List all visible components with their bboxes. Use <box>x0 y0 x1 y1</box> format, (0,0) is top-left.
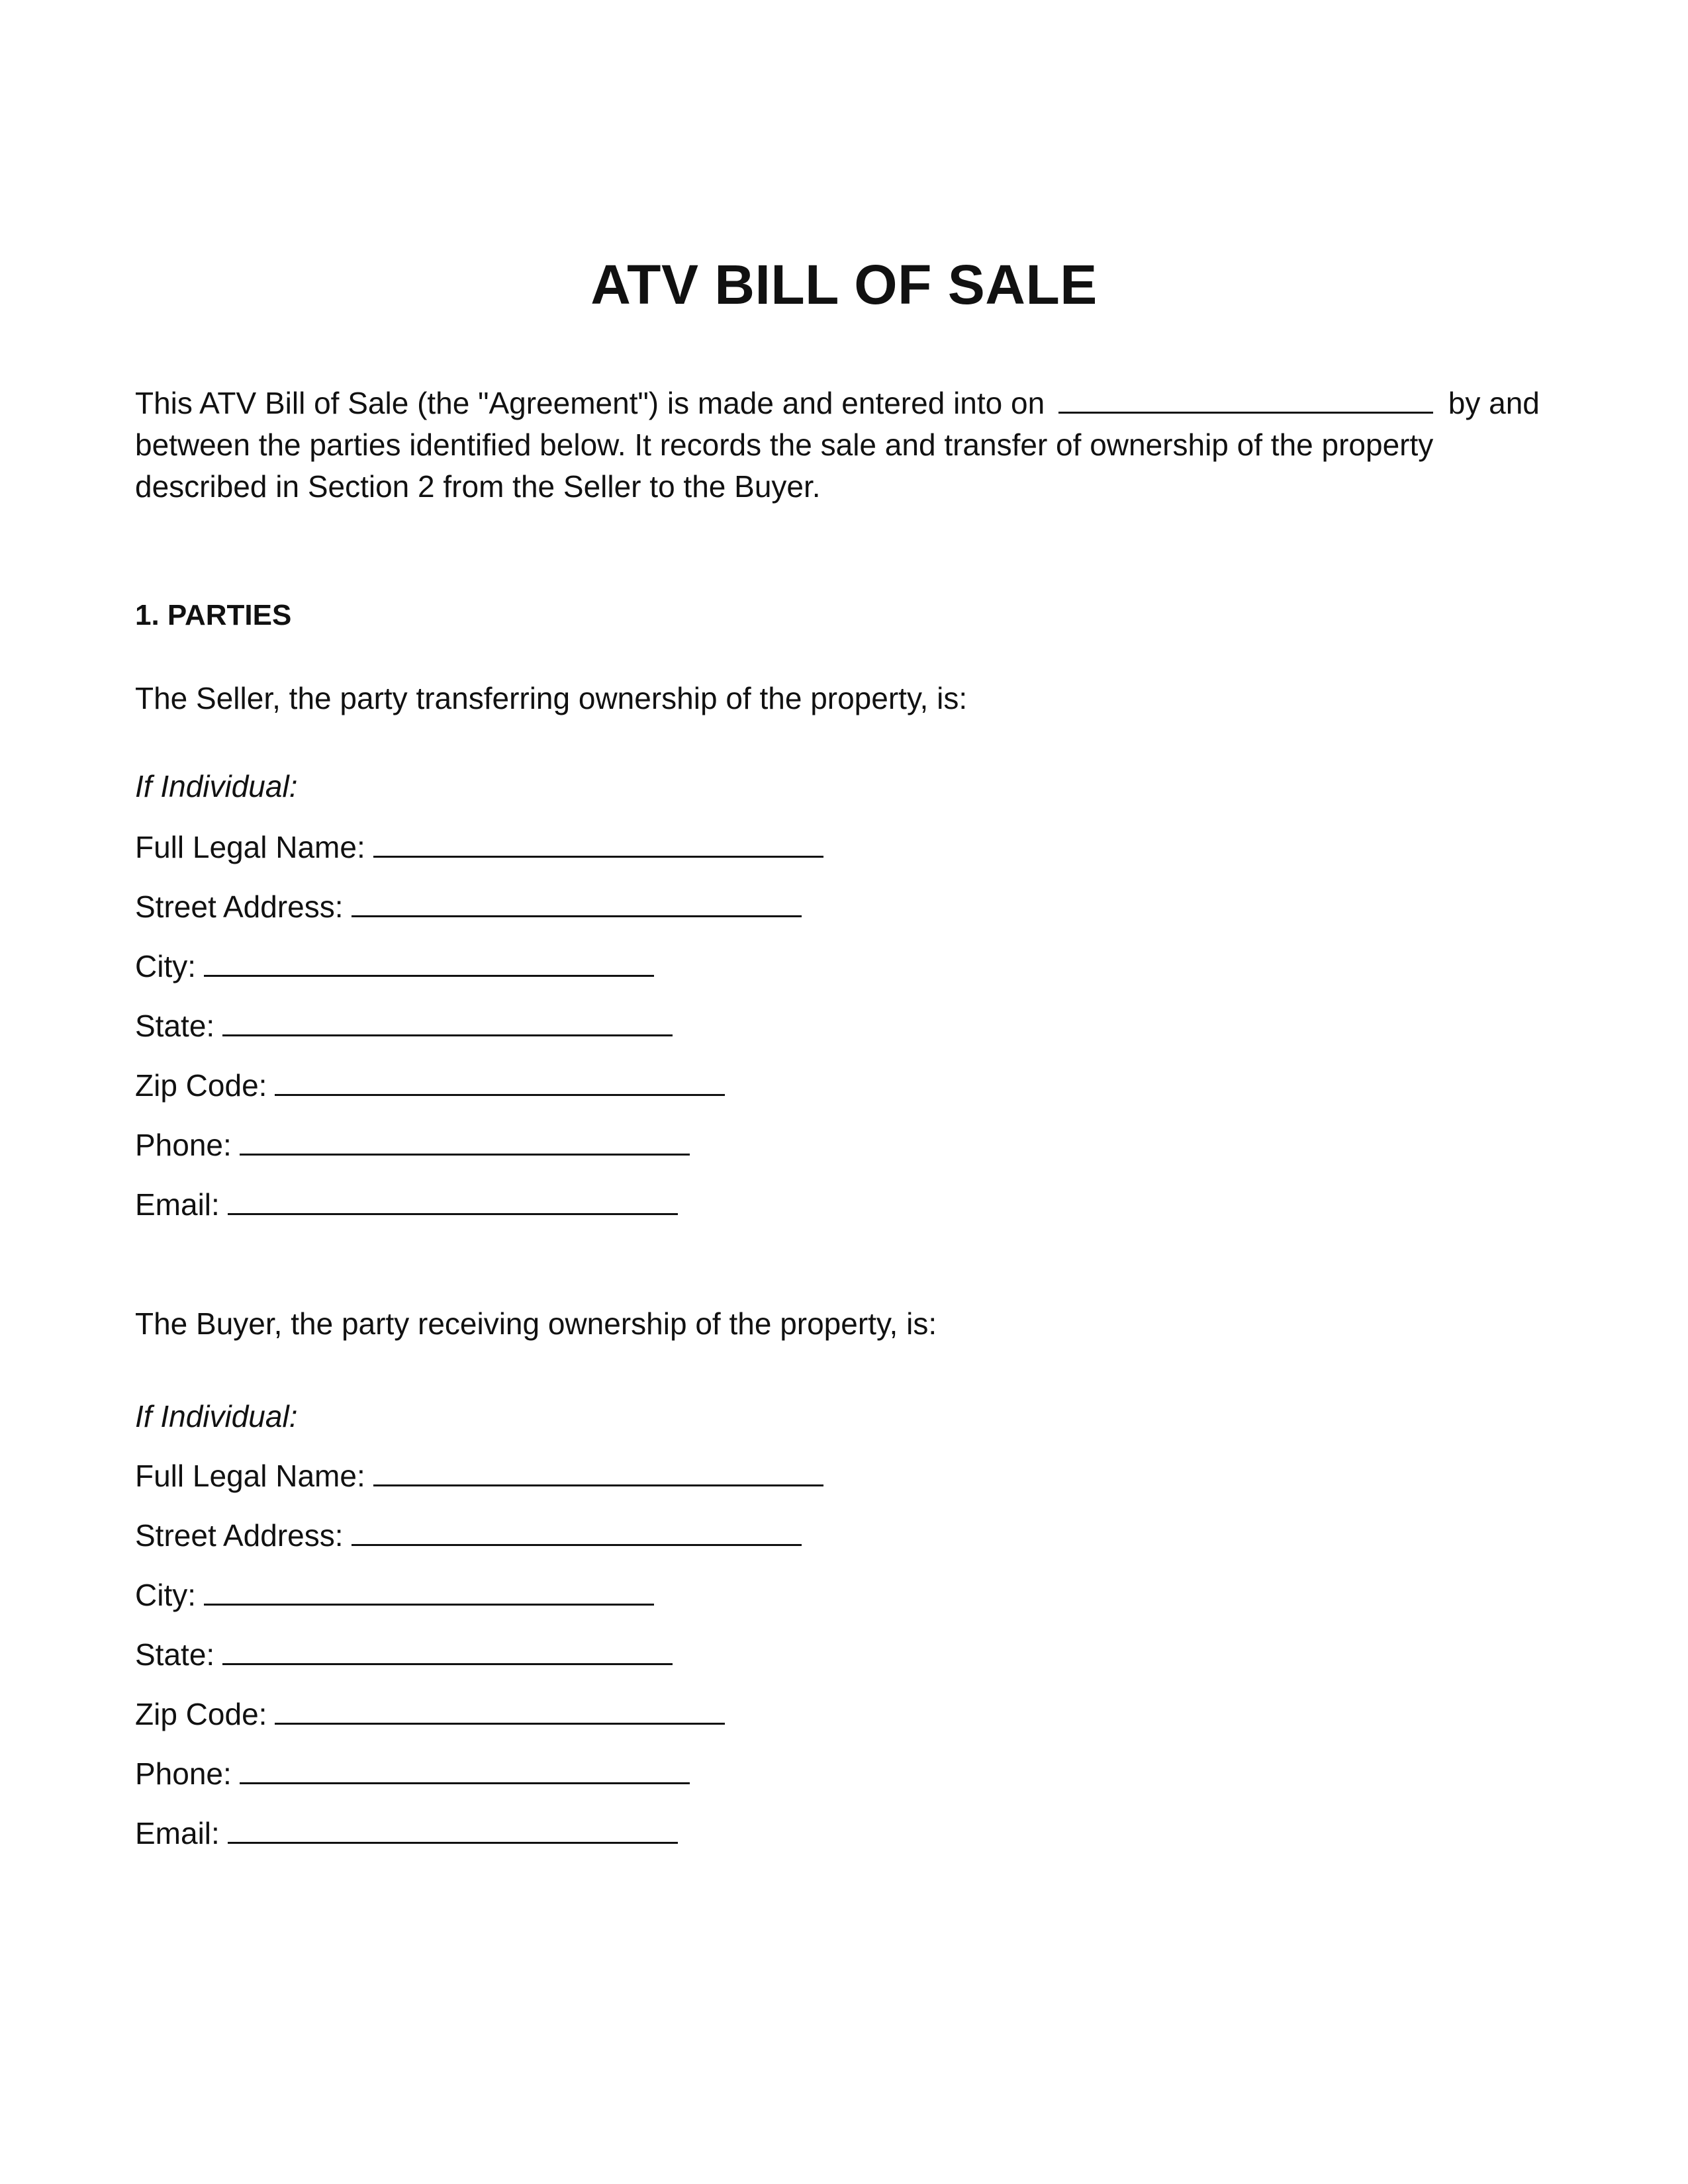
buyer-full-legal-name-blank[interactable] <box>373 1459 823 1486</box>
field-label: Zip Code: <box>135 1068 267 1103</box>
seller-field-full-legal-name <box>135 827 823 867</box>
field-label: Street Address: <box>135 1518 344 1553</box>
seller-email-blank[interactable] <box>228 1188 678 1215</box>
seller-phone-blank[interactable] <box>240 1128 690 1156</box>
buyer-city-blank[interactable] <box>204 1578 654 1606</box>
buyer-phone-blank[interactable] <box>240 1757 690 1784</box>
buyer-field-full-legal-name <box>135 1456 823 1496</box>
buyer-statement: The Buyer, the party receiving ownership of the property, is: <box>135 1306 937 1341</box>
seller-field-state <box>135 1006 673 1046</box>
section-heading-parties: 1. PARTIES <box>135 599 292 631</box>
buyer-state-blank[interactable] <box>222 1638 673 1665</box>
buyer-field-city <box>135 1575 654 1615</box>
buyer-field-email <box>135 1813 678 1853</box>
intro-paragraph <box>135 383 1565 508</box>
buyer-field-zip-code <box>135 1694 725 1734</box>
seller-field-street-address <box>135 887 802 927</box>
buyer-field-state <box>135 1635 673 1674</box>
seller-city-blank[interactable] <box>204 950 654 977</box>
buyer-field-street-address <box>135 1516 802 1555</box>
document-title: ATV BILL OF SALE <box>590 253 1098 316</box>
agreement-date-blank[interactable] <box>1058 385 1433 414</box>
field-label: Street Address: <box>135 889 344 924</box>
buyer-zip-code-blank[interactable] <box>275 1698 725 1725</box>
seller-street-address-blank[interactable] <box>352 890 802 917</box>
field-label: Email: <box>135 1816 220 1850</box>
seller-subhead: If Individual: <box>135 769 298 803</box>
field-label: State: <box>135 1009 215 1043</box>
seller-full-legal-name-blank[interactable] <box>373 831 823 858</box>
buyer-email-blank[interactable] <box>228 1817 678 1844</box>
field-label: Full Legal Name: <box>135 830 365 864</box>
intro-text-start: This ATV Bill of Sale (the "Agreement") is made and entered into on <box>135 386 1045 420</box>
field-label: Zip Code: <box>135 1697 267 1731</box>
buyer-subhead: If Individual: <box>135 1399 298 1433</box>
field-label: City: <box>135 949 196 983</box>
seller-statement: The Seller, the party transferring ownership of the property, is: <box>135 681 968 715</box>
buyer-street-address-blank[interactable] <box>352 1519 802 1546</box>
field-label: Full Legal Name: <box>135 1459 365 1493</box>
intro-text-end: by and between the parties identified below. It records the sale and transfer of ownership of the property described in Section 2 from the Seller to the Buyer. <box>135 386 1540 504</box>
buyer-field-phone <box>135 1754 690 1794</box>
seller-field-city <box>135 946 654 986</box>
field-label: State: <box>135 1637 215 1672</box>
seller-state-blank[interactable] <box>222 1009 673 1036</box>
field-label: Email: <box>135 1187 220 1222</box>
seller-field-email <box>135 1185 678 1224</box>
field-label: Phone: <box>135 1128 232 1162</box>
field-label: Phone: <box>135 1756 232 1791</box>
seller-field-phone <box>135 1125 690 1165</box>
seller-field-zip-code <box>135 1066 725 1105</box>
seller-zip-code-blank[interactable] <box>275 1069 725 1096</box>
field-label: City: <box>135 1578 196 1612</box>
